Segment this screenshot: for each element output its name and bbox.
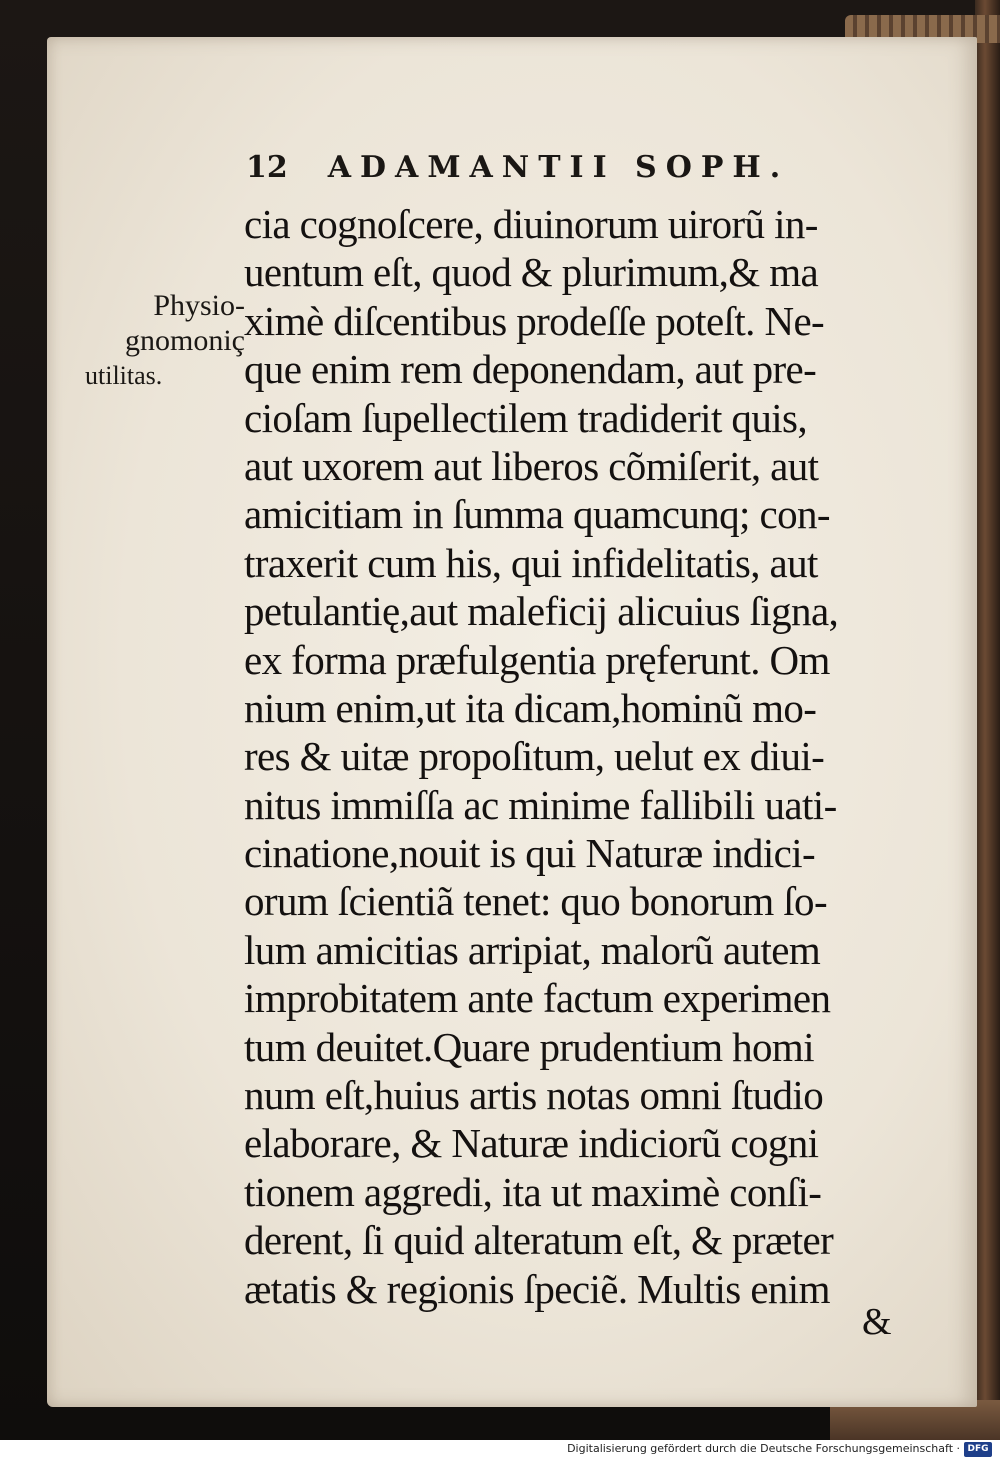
text-line: lum amicitias arripiat, malorũ autem bbox=[244, 926, 821, 973]
margin-note-line: utilitas. bbox=[85, 361, 163, 390]
text-line: orum ſcientiã tenet: quo bonorum ſo- bbox=[244, 878, 828, 925]
margin-note-line: Physio- bbox=[153, 289, 245, 322]
text-line: cinatione,nouit is qui Naturæ indici- bbox=[244, 830, 816, 877]
text-line: ætatis & regionis ſpeciẽ. Multis enim bbox=[244, 1265, 830, 1312]
text-line: ex forma præfulgentia pręferunt. Om bbox=[244, 636, 830, 683]
text-line: petulantię,aut maleficij alicuius ſigna, bbox=[244, 588, 839, 635]
text-line: que enim rem deponendam, aut pre- bbox=[244, 346, 817, 393]
text-line: nium enim,ut ita dicam,hominũ mo- bbox=[244, 684, 817, 731]
text-line: cioſam ſupellectilem tradiderit quis, bbox=[244, 394, 808, 441]
catchword: & bbox=[862, 1301, 892, 1343]
footer-bar bbox=[0, 1440, 1000, 1461]
margin-note-line: gnomoniç bbox=[125, 324, 245, 357]
text-line: uentum eſt, quod & plurimum,& ma bbox=[244, 249, 819, 296]
text-line: derent, ſi quid alteratum eſt, & præter bbox=[244, 1217, 834, 1264]
text-line: num eſt,huius artis notas omni ſtudio bbox=[244, 1072, 824, 1119]
text-line: nitus immiſſa ac minime fallibili uati- bbox=[244, 781, 837, 828]
book-spine bbox=[975, 0, 1000, 1440]
text-line: tum deuitet.Quare prudentium homi bbox=[244, 1023, 815, 1070]
text-line: traxerit cum his, qui infidelitatis, aut bbox=[244, 539, 818, 586]
text-line: amicitiam in ſumma quamcunq; con- bbox=[244, 491, 830, 538]
funding-credit: Digitalisierung gefördert durch die Deutsche Forschungsgemeinschaft · bbox=[567, 1442, 960, 1455]
text-line: ximè diſcentibus prodeſſe poteſt. Ne- bbox=[244, 297, 825, 344]
running-head bbox=[246, 150, 826, 190]
dfg-logo: DFG bbox=[964, 1442, 992, 1457]
text-line: aut uxorem aut liberos cõmiſerit, aut bbox=[244, 442, 819, 489]
text-line: tionem aggredi, ita ut maximè conſi- bbox=[244, 1168, 822, 1215]
text-line: res & uitæ propoſitum, uelut ex diui- bbox=[244, 733, 825, 780]
margin-note bbox=[85, 288, 245, 393]
running-title: ADAMANTII SOPH. bbox=[327, 150, 790, 185]
body-text bbox=[244, 200, 924, 1313]
page-number: 12 bbox=[246, 150, 288, 185]
text-line: improbitatem ante factum experimen bbox=[244, 975, 831, 1022]
text-line: cia cognoſcere, diuinorum uirorũ in- bbox=[244, 201, 818, 247]
text-line: elaborare, & Naturæ indiciorũ cogni bbox=[244, 1120, 819, 1167]
